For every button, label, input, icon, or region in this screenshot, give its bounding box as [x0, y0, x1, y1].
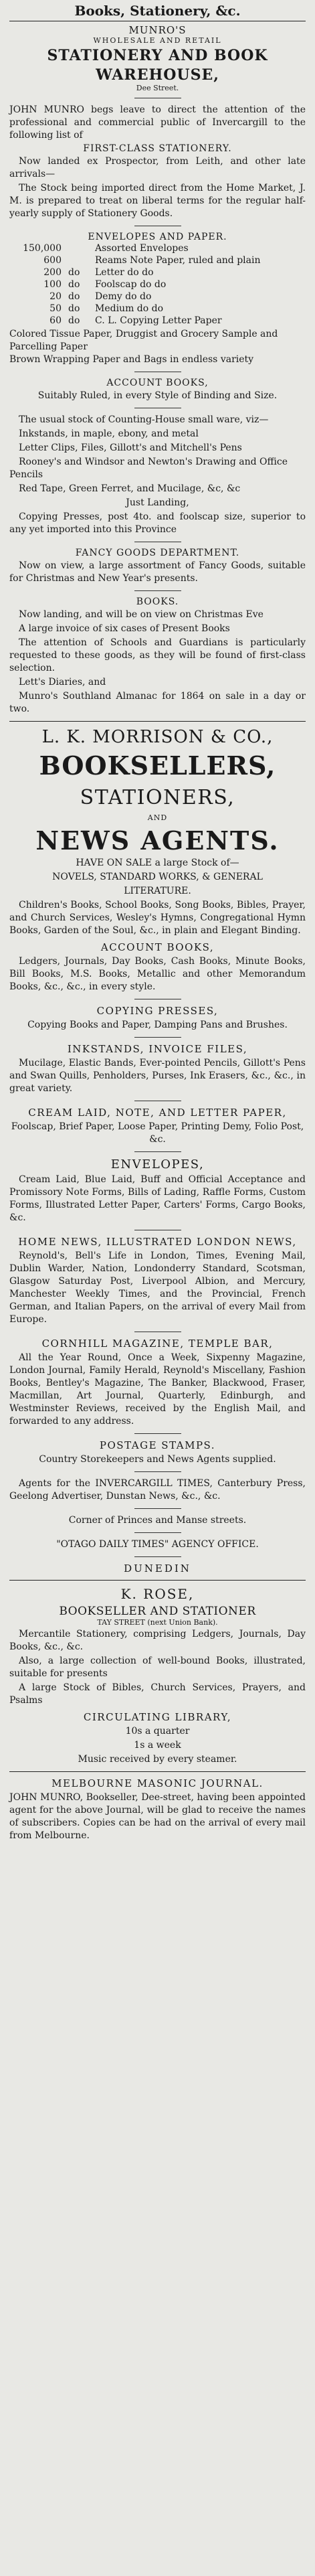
copying-text: Copying Books and Paper, Damping Pans and Brushes.	[27, 1020, 288, 1030]
morrison-account-text: Ledgers, Journals, Day Books, Cash Books, Minute Books, Bill Books, M.S. Books, Metallic and other Memorandum Books, &c., &c., in every style.	[9, 956, 306, 992]
cornhill-heading: CORNHILL MAGAZINE, TEMPLE BAR,	[41, 1338, 274, 1350]
envelope-row	[9, 291, 306, 303]
rose-address: TAY STREET (next Union Bank).	[97, 1618, 218, 1627]
news-agents-title: NEWS AGENTS.	[35, 825, 280, 856]
postage-text: Country Storekeepers and News Agents supplied.	[39, 1454, 276, 1465]
journal-text: JOHN MUNRO, Bookseller, Dee-street, having been appointed agent for the above Journal, will be glad to receive the names of subscribers. Copies can be had on the arrival of every mail from Melbourne.	[9, 1792, 306, 1841]
books-text-1: Now landing, and will be on view on Christmas Eve	[19, 609, 264, 620]
just-landing: Just Landing,	[126, 497, 189, 508]
cream-laid-text: Foolscap, Brief Paper, Loose Paper, Printing Demy, Folio Post, &c.	[11, 1121, 304, 1145]
envelope-item: Reams Note Paper, ruled and plain	[95, 255, 261, 266]
envelope-qty: 100	[43, 279, 62, 290]
fancy-goods-text: Now on view, a large assortment of Fancy Goods, suitable for Christmas and New Year's presents.	[9, 560, 306, 584]
envelope-item: Demy do do	[95, 291, 152, 302]
munro-advertisement	[9, 24, 306, 716]
envelope-ditto: do	[68, 303, 80, 314]
rose-text-1: Mercantile Stationery, comprising Ledgers, Journals, Day Books, &c., &c.	[9, 1629, 306, 1652]
music-line: Music received by every steamer.	[78, 1754, 237, 1765]
section-divider	[9, 721, 306, 722]
envelope-ditto: do	[68, 267, 80, 278]
fancy-goods-heading: FANCY GOODS DEPARTMENT.	[75, 548, 240, 558]
clips-line: Letter Clips, Files, Gillott's and Mitchell's Pens	[19, 442, 242, 453]
envelope-row	[9, 242, 306, 254]
library-terms-1: 10s a quarter	[125, 1726, 190, 1737]
section-divider	[9, 1580, 306, 1581]
envelope-row	[9, 315, 306, 327]
section-divider	[9, 1771, 306, 1772]
envelope-row	[9, 266, 306, 278]
envelope-item: Medium do do	[95, 303, 164, 314]
envelope-item: Foolscap do do	[95, 279, 167, 290]
books-text-3: The attention of Schools and Guardians is particularly requested to these goods, as they will be found of first-class selection.	[9, 637, 306, 673]
envelope-item: Letter do do	[95, 267, 154, 278]
envelope-qty: 200	[43, 267, 62, 278]
envelopes-heading: ENVELOPES AND PAPER.	[88, 232, 227, 242]
inkstands-line: Inkstands, in maple, ebony, and metal	[19, 428, 199, 439]
envelope-ditto	[68, 242, 95, 254]
munro-address: Dee Street.	[136, 84, 179, 92]
copying-presses: Copying Presses, post 4to. and foolscap size, superior to any yet imported into this Province	[9, 511, 306, 535]
envelope-list	[9, 242, 306, 327]
dunedin-label: DUNEDIN	[124, 1562, 191, 1575]
envelope-ditto: do	[68, 291, 80, 302]
rose-title: BOOKSELLER AND STATIONER	[59, 1605, 256, 1618]
envelope-row	[9, 254, 306, 266]
morrison-advertisement	[9, 727, 306, 1575]
novels-line: NOVELS, STANDARD WORKS, & GENERAL	[52, 872, 263, 882]
books-text-2: A large invoice of six cases of Present Books	[19, 623, 230, 634]
munro-landed: Now landed ex Prospector, from Leith, and other late arrivals—	[9, 156, 306, 179]
envelope-tail: Colored Tissue Paper, Druggist and Grocery Sample and Parcelling Paper Brown Wrapping Paper and Bags in endless variety	[9, 329, 278, 365]
divider	[134, 1433, 181, 1434]
journal-advertisement	[9, 1777, 306, 1842]
envelope-ditto: do	[68, 315, 80, 326]
home-news-text: Reynold's, Bell's Life in London, Times, Evening Mail, Dublin Warder, Nation, Londonderry Standard, Scotsman, Glasgow Saturday Post, Liverpool Albion, and Mercury, Manchester Weekly Times, and the Provincial, French German, and Italian Papers, on the arrival of every Mail from Europe.	[9, 1251, 306, 1325]
divider	[134, 1532, 181, 1533]
books-text-4: Lett's Diaries, and	[19, 677, 106, 688]
tape-line: Red Tape, Green Ferret, and Mucilage, &c, &c	[19, 483, 241, 494]
stationers-title: STATIONERS,	[80, 786, 235, 809]
and-label: AND	[147, 813, 168, 822]
journal-heading: MELBOURNE MASONIC JOURNAL.	[51, 1777, 264, 1789]
munro-tagline: WHOLESALE AND RETAIL	[93, 36, 222, 45]
rose-advertisement	[9, 1586, 306, 1766]
envelope-qty: 600	[43, 255, 62, 266]
rose-text-2: Also, a large collection of well-bound Books, illustrated, suitable for presents	[9, 1656, 306, 1679]
munro-title-line1: STATIONERY AND BOOK	[47, 47, 268, 64]
home-news-heading: HOME NEWS, ILLUSTRATED LONDON NEWS,	[18, 1236, 297, 1248]
column-header: Books, Stationery, &c.	[9, 3, 306, 21]
inkstands-text: Mucilage, Elastic Bands, Ever-pointed Pencils, Gillott's Pens and Swan Quills, Penholders, Purses, Ink Erasers, &c., &c., in great variety.	[9, 1058, 306, 1094]
envelope-item: Assorted Envelopes	[95, 243, 189, 254]
rose-text-3: A large Stock of Bibles, Church Services, Prayers, and Psalms	[9, 1682, 306, 1706]
inkstands-heading: INKSTANDS, INVOICE FILES,	[67, 1043, 248, 1055]
account-books-text: Suitably Ruled, in every Style of Binding and Size.	[37, 390, 278, 401]
cream-laid-heading: CREAM LAID, NOTE, AND LETTER PAPER,	[28, 1107, 287, 1119]
morrison-account-heading: ACCOUNT BOOKS,	[100, 941, 215, 953]
munro-intro: JOHN MUNRO begs leave to direct the attention of the professional and commercial public of Invercargill to the following list of	[9, 104, 306, 141]
envelope-qty: 150,000	[23, 243, 62, 254]
corner-address: Corner of Princes and Manse streets.	[68, 1515, 247, 1526]
envelope-qty: 20	[49, 291, 62, 302]
agents-text: Agents for the INVERCARGILL TIMES, Canterbury Press, Geelong Advertiser, Dunstan News, &c., &c.	[9, 1478, 306, 1502]
usual-stock: The usual stock of Counting-House small ware, viz—	[19, 414, 269, 425]
envelopes-heading-2: ENVELOPES,	[110, 1157, 205, 1172]
rose-name: K. ROSE,	[120, 1586, 195, 1602]
postage-heading: POSTAGE STAMPS.	[99, 1439, 216, 1451]
booksellers-title: BOOKSELLERS,	[39, 750, 276, 781]
divider	[134, 1151, 181, 1152]
munro-title-line2: WAREHOUSE,	[96, 66, 219, 84]
cornhill-text: All the Year Round, Once a Week, Sixpenny Magazine, London Journal, Family Herald, Reynold's Miscellany, Fashion Books, Bentley's Magazine, The Banker, Blackwood, Fraser, Macmillan, Art Journal, Quarterly, Edinburgh, and Westminster Reviews, received by the English Mail, and forwarded to any address.	[9, 1352, 306, 1427]
divider	[134, 1471, 181, 1472]
morrison-name: L. K. MORRISON & CO.,	[41, 727, 274, 747]
divider	[134, 1508, 181, 1509]
envelope-qty: 50	[49, 303, 62, 314]
copying-heading: COPYING PRESSES,	[96, 1005, 219, 1017]
books-heading: BOOKS.	[136, 596, 179, 607]
divider	[134, 1556, 181, 1557]
literature-line: LITERATURE.	[124, 886, 191, 896]
munro-name: MUNRO'S	[128, 24, 187, 36]
otago-agency: "OTAGO DAILY TIMES" AGENCY OFFICE.	[56, 1539, 259, 1550]
envelopes-text: Cream Laid, Blue Laid, Buff and Official Acceptance and Promissory Note Forms, Bills of Lading, Raffle Forms, Custom Forms, Illustrated Letter Paper, Carters' Forms, Cargo Books, &c.	[9, 1174, 306, 1223]
childrens-books: Children's Books, School Books, Song Books, Bibles, Prayer, and Church Services, Wesley's Hymns, Congregational Hymn Books, Garden of the Soul, &c., in plain and Elegant Binding.	[9, 900, 306, 936]
newspaper-column	[5, 0, 310, 1846]
library-terms-2: 1s a week	[134, 1740, 181, 1751]
envelope-ditto: do	[68, 279, 80, 290]
envelope-ditto	[68, 254, 95, 266]
books-text-5: Munro's Southland Almanac for 1864 on sale in a day or two.	[9, 691, 306, 714]
library-heading: CIRCULATING LIBRARY,	[83, 1711, 232, 1723]
rooney-line: Rooney's and Windsor and Newton's Drawing and Office Pencils	[9, 457, 288, 480]
munro-stock: The Stock being imported direct from the Home Market, J. M. is prepared to treat on liberal terms for the regular half-yearly supply of Stationery Goods.	[9, 183, 306, 219]
envelope-qty: 60	[49, 315, 62, 326]
divider	[134, 590, 181, 591]
sale-intro: HAVE ON SALE a large Stock of—	[76, 858, 239, 868]
munro-first-class: FIRST-CLASS STATIONERY.	[83, 143, 232, 154]
divider	[134, 1037, 181, 1038]
envelope-row	[9, 303, 306, 315]
envelope-item: C. L. Copying Letter Paper	[95, 315, 222, 326]
envelope-row	[9, 278, 306, 291]
account-books-heading: ACCOUNT BOOKS,	[106, 378, 209, 388]
